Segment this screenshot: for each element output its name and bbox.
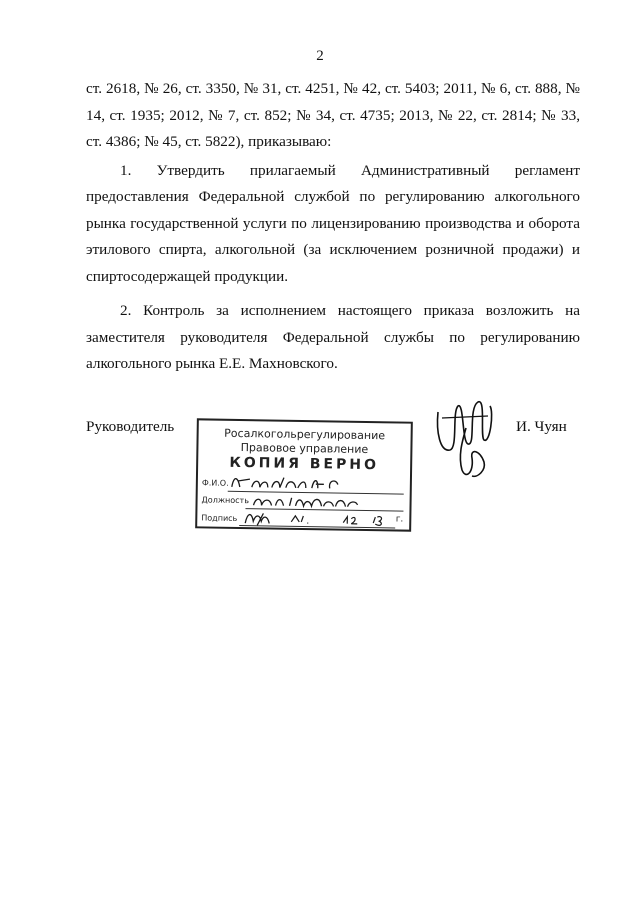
paragraph-item-1: 1. Утвердить прилагаемый Административный регламент предоставления Федеральной службой по регулированию алкогольного рынка государственной услуги по лицензированию производства и оборота этилового спирта, алкогольной (за исключением розничной продажи) и спиртосодержащей продукции.	[86, 161, 580, 285]
paragraph-legal-references: ст. 2618, № 26, ст. 3350, № 31, ст. 4251, № 42, ст. 5403; 2011, № 6, ст. 888, № 14, ст. 1935; 2012, № 7, ст. 852; № 34, ст. 4735; 2013, № 22, ст. 2814; № 33, ст. 4386; № 45, ст. 5822), приказываю:	[86, 80, 580, 150]
position-title: Руководитель	[86, 418, 175, 435]
stamp-signature-label: Подпись	[201, 513, 238, 523]
stamp-agency: Росалкогольрегулирование	[224, 426, 386, 443]
document-body	[86, 76, 580, 378]
certification-stamp	[195, 418, 413, 531]
signer-name: И. Чуян	[516, 418, 567, 435]
handwritten-signature	[428, 392, 508, 484]
stamp-handwriting	[197, 420, 415, 533]
stamp-year-suffix: г.	[395, 514, 404, 525]
page-number: 2	[316, 48, 324, 64]
paragraph-item-2: 2. Контроль за исполнением настоящего приказа возложить на заместителя руководителя Федеральной службы по регулированию алкогольного рынка Е.Е. Махновского.	[86, 302, 580, 372]
stamp-copy-verified: КОПИЯ ВЕРНО	[229, 454, 380, 474]
stamp-department: Правовое управление	[240, 441, 369, 457]
stamp-name-label: Ф.И.О.	[201, 478, 229, 488]
stamp-position-label: Должность	[201, 495, 250, 506]
